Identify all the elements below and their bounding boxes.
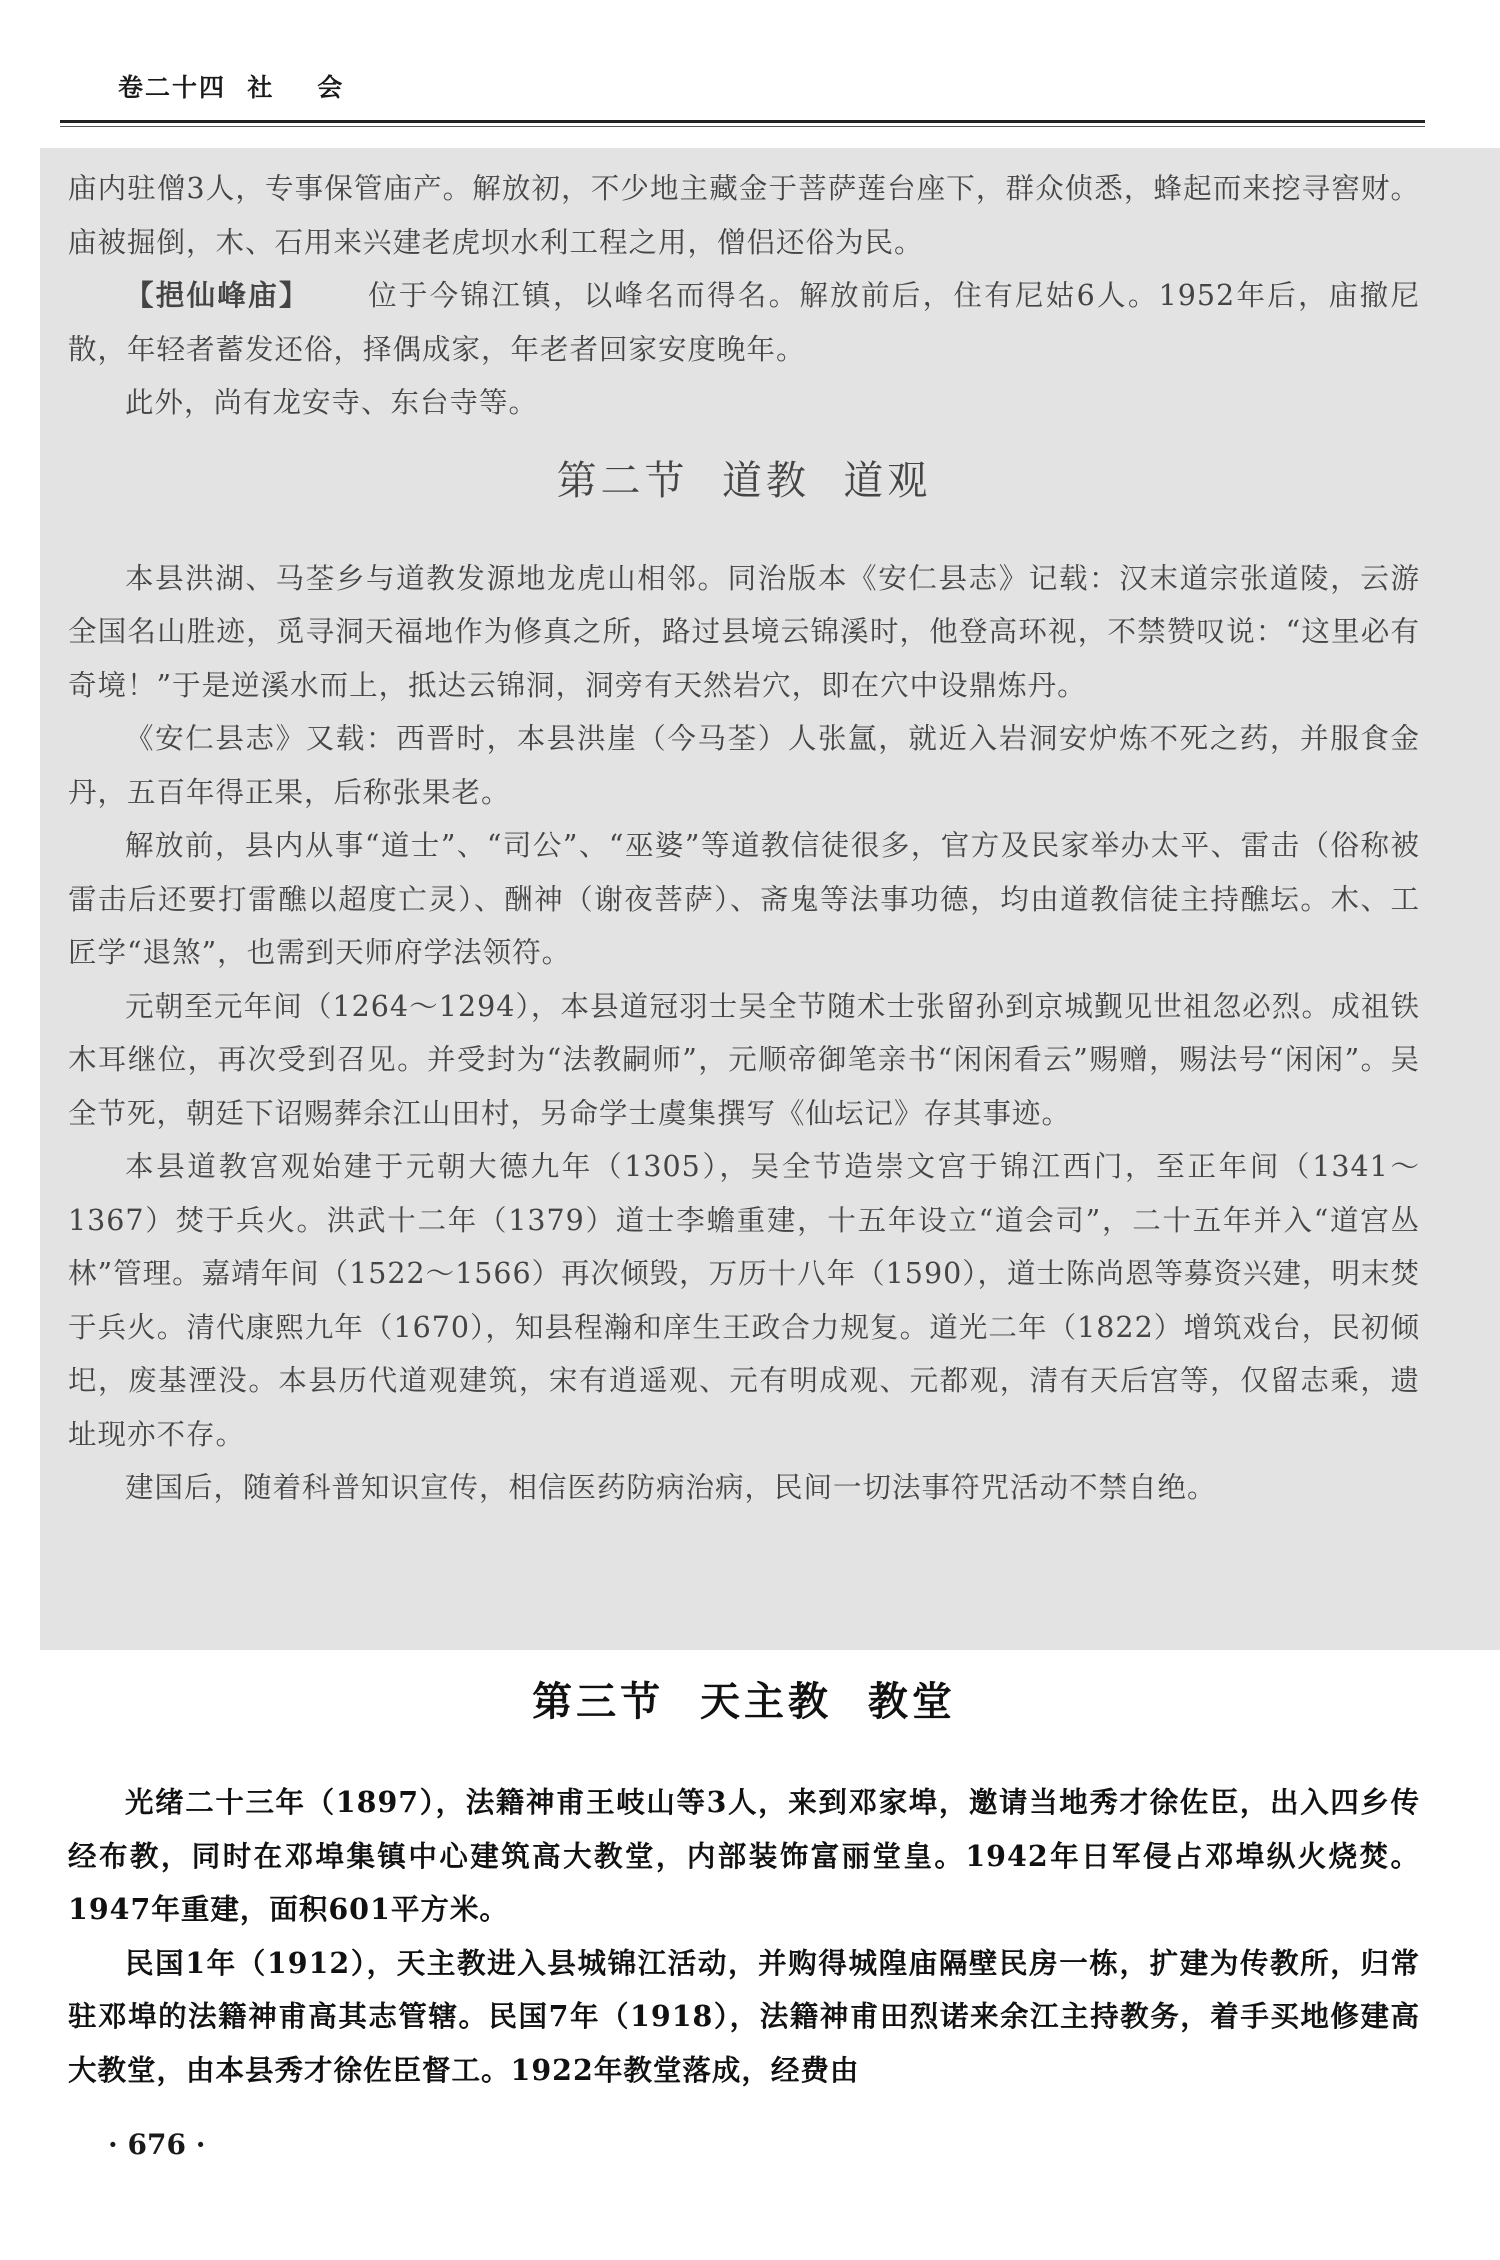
paragraph-taoism-2: 《安仁县志》又载：西晋时，本县洪崖（今马荃）人张氲，就近入岩洞安炉炼不死之药，并服食金丹，五百年得正果，后称张果老。 <box>68 722 1420 809</box>
running-header: 卷二十四 社 会 <box>118 73 345 102</box>
section-title-taoism: 第二节 道教 道观 <box>556 457 932 504</box>
main-text-block <box>68 1672 1420 2097</box>
paragraph-other-temples: 此外，尚有龙安寺、东台寺等。 <box>125 386 539 419</box>
page-number: · 676 · <box>108 2128 206 2161</box>
paragraph-catholicism-2: 民国1年（1912），天主教进入县城锦江活动，并购得城隍庙隔壁民房一栋，扩建为传教所，归常驻邓埠的法籍神甫高其志管辖。民国7年（1918），法籍神甫田烈诺来余江主持教务，着手买地修建高大教堂，由本县秀才徐佐臣督工。1922年教堂落成，经费由 <box>68 1945 1420 2087</box>
paragraph-taoism-5: 本县道教宫观始建于元朝大德九年（1305），吴全节造崇文宫于锦江西门，至正年间（1341～1367）焚于兵火。洪武十二年（1379）道士李蟾重建，十五年设立“道会司”，二十五年并入“道宫丛林”管理。嘉靖年间（1522～1566）再次倾毁，万历十八年（1590），道士陈尚恩等募资兴建，明末焚于兵火。清代康熙九年（1670），知县程瀚和庠生王政合力规复。道光二年（1822）增筑戏台，民初倾圯，废基湮没。本县历代道观建筑，宋有逍遥观、元有明成观、元都观，清有天后宫等，仅留志乘，遗址现亦不存。 <box>68 1150 1420 1451</box>
entry-head: 【挹仙峰庙】 <box>125 278 310 312</box>
header-rule <box>60 120 1425 123</box>
section-title-catholicism: 第三节 天主教 教堂 <box>532 1678 956 1725</box>
shaded-text-block <box>68 162 1420 1515</box>
paragraph-temple-monks: 庙内驻僧3人，专事保管庙产。解放初，不少地主藏金于菩萨莲台座下，群众侦悉，蜂起而来挖寻窖财。庙被掘倒，木、石用来兴建老虎坝水利工程之用，僧侣还俗为民。 <box>68 172 1420 259</box>
paragraph-catholicism-1: 光绪二十三年（1897），法籍神甫王岐山等3人，来到邓家埠，邀请当地秀才徐佐臣，出入四乡传经布教，同时在邓埠集镇中心建筑高大教堂，内部装饰富丽堂皇。1942年日军侵占邓埠纵火烧焚。1947年重建，面积601平方米。 <box>68 1785 1420 1926</box>
paragraph-taoism-4: 元朝至元年间（1264～1294），本县道冠羽士吴全节随术士张留孙到京城觐见世祖忽必烈。成祖铁木耳继位，再次受到召见。并受封为“法教嗣师”，元顺帝御笔亲书“闲闲看云”赐赠，赐法号“闲闲”。吴全节死，朝廷下诏赐葬余江山田村，另命学士虞集撰写《仙坛记》存其事迹。 <box>68 989 1420 1130</box>
paragraph-taoism-1: 本县洪湖、马荃乡与道教发源地龙虎山相邻。同治版本《安仁县志》记载：汉末道宗张道陵，云游全国名山胜迹，觅寻洞天福地作为修真之所，路过县境云锦溪时，他登高环视，不禁赞叹说：“这里必有奇境！”于是逆溪水而上，抵达云锦洞，洞旁有天然岩穴，即在穴中设鼎炼丹。 <box>68 561 1420 702</box>
paragraph-taoism-3: 解放前，县内从事“道士”、“司公”、“巫婆”等道教信徒很多，官方及民家举办太平、雷击（俗称被雷击后还要打雷醮以超度亡灵）、酬神（谢夜菩萨）、斋鬼等法事功德，均由道教信徒主持醮坛。木、工匠学“退煞”，也需到天师府学法领符。 <box>68 829 1420 969</box>
paragraph-taoism-6: 建国后，随着科普知识宣传，相信医药防病治病，民间一切法事符咒活动不禁自绝。 <box>125 1471 1217 1504</box>
header-rule-thin <box>60 126 1425 127</box>
entry-yixianfeng-temple <box>68 269 1420 376</box>
entry-text: 位于今锦江镇，以峰名而得名。解放前后，住有尼姑6人。1952年后，庙撤尼散，年轻者蓄发还俗，择偶成家，年老者回家安度晚年。 <box>68 279 1420 366</box>
